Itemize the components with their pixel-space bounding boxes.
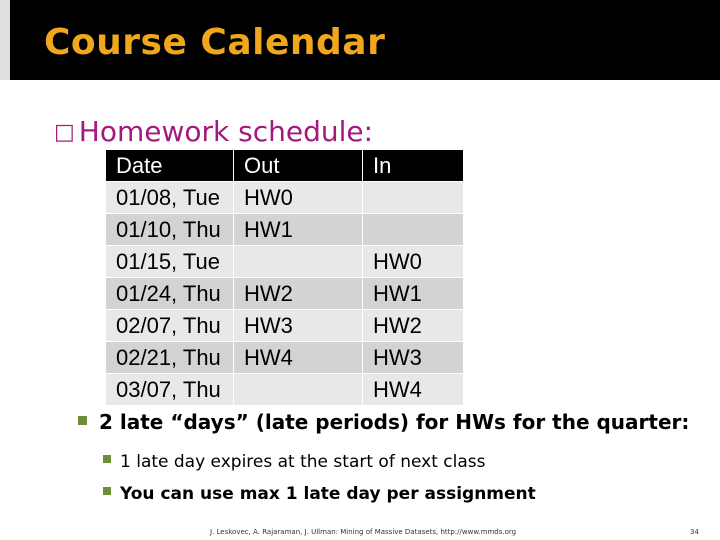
out-cell: HW1 (234, 214, 363, 246)
late-day-expiry-bullet (103, 452, 485, 472)
late-day-max-bullet (103, 484, 536, 504)
date-cell: 01/10, Thu (106, 214, 234, 246)
table-row (106, 278, 464, 310)
homework-schedule-table (105, 149, 464, 406)
date-cell: 01/24, Thu (106, 278, 234, 310)
in-cell (363, 182, 464, 214)
table-row (106, 342, 464, 374)
square-bullet-icon (78, 416, 87, 425)
out-cell (234, 246, 363, 278)
slide-title: Course Calendar (44, 22, 386, 63)
out-cell (234, 374, 363, 406)
table-row (106, 246, 464, 278)
date-cell: 01/08, Tue (106, 182, 234, 214)
table-row (106, 374, 464, 406)
in-cell: HW0 (363, 246, 464, 278)
in-cell (363, 214, 464, 246)
out-cell: HW3 (234, 310, 363, 342)
checkbox-glyph-icon: □ (54, 120, 75, 145)
section-heading (54, 115, 373, 148)
late-day-max-text: You can use max 1 late day per assignment (120, 484, 536, 504)
square-bullet-icon (103, 487, 111, 495)
out-cell: HW4 (234, 342, 363, 374)
date-cell: 01/15, Tue (106, 246, 234, 278)
in-cell: HW1 (363, 278, 464, 310)
in-cell: HW3 (363, 342, 464, 374)
header-in: In (363, 150, 464, 182)
in-cell: HW2 (363, 310, 464, 342)
square-bullet-icon (103, 455, 111, 463)
out-cell: HW0 (234, 182, 363, 214)
table-row (106, 214, 464, 246)
page-number: 34 (690, 528, 699, 536)
footer-citation: J. Leskovec, A. Rajaraman, J. Ullman: Mining of Massive Datasets, http://www.mmds.org (210, 528, 517, 536)
date-cell: 02/07, Thu (106, 310, 234, 342)
table-row (106, 182, 464, 214)
out-cell: HW2 (234, 278, 363, 310)
table-row (106, 310, 464, 342)
header-out: Out (234, 150, 363, 182)
title-bar-edge (0, 0, 10, 80)
late-day-expiry-text: 1 late day expires at the start of next class (120, 452, 486, 472)
late-days-text: 2 late “days” (late periods) for HWs for the quarter: (99, 410, 690, 434)
date-cell: 02/21, Thu (106, 342, 234, 374)
section-heading-text: Homework schedule: (78, 115, 374, 148)
in-cell: HW4 (363, 374, 464, 406)
date-cell: 03/07, Thu (106, 374, 234, 406)
late-days-bullet (78, 410, 689, 434)
header-date: Date (106, 150, 234, 182)
table-header-row (106, 150, 464, 182)
